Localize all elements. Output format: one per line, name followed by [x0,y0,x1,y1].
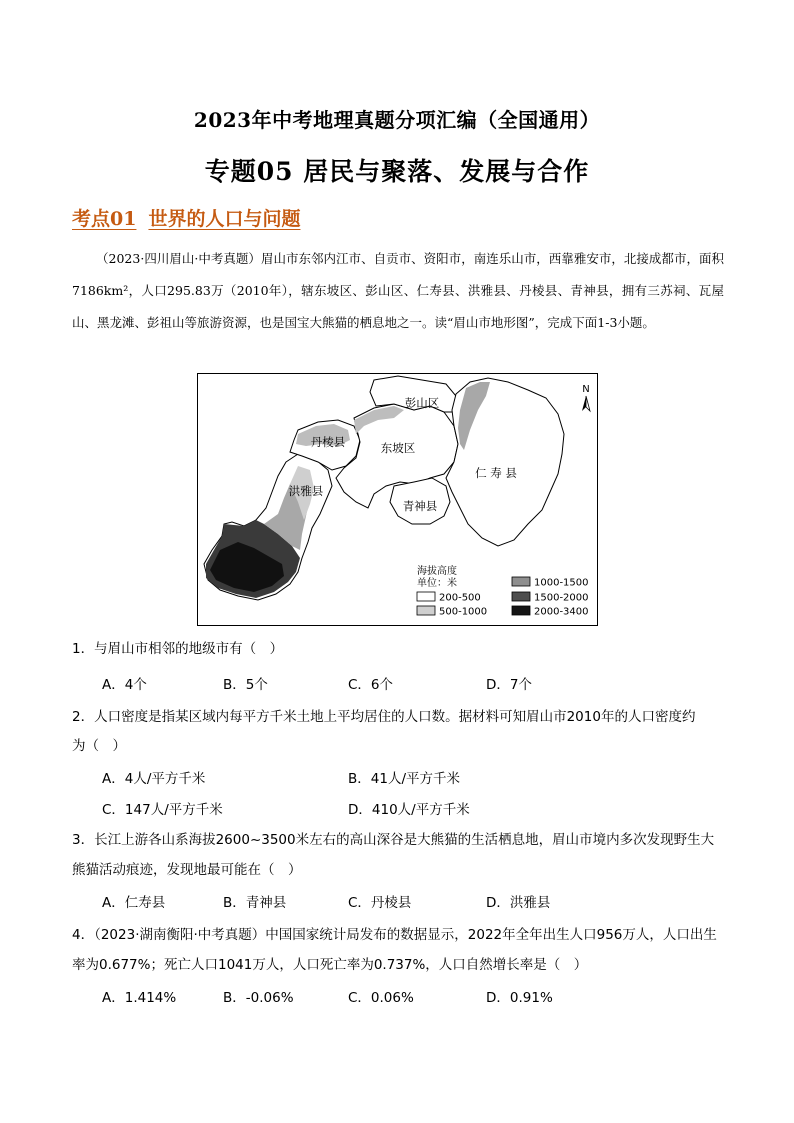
section-number: 考点01 [72,208,137,230]
q3-option-d: D．洪雅县 [486,895,551,911]
q4-option-a: A．1.414% [102,990,177,1006]
label-renshou: 仁 寿 县 [475,466,517,480]
label-pengshan: 彭山区 [404,396,440,410]
doc-subtitle: 专题05 居民与聚落、发展与合作 [204,157,590,186]
label-qingshen: 青神县 [402,499,438,513]
q4-option-b: B．-0.06% [223,990,294,1006]
q4-option-c: C．0.06% [348,990,414,1006]
q1-option-a: A．4个 [102,677,147,693]
doc-title: 2023年中考地理真题分项汇编（全国通用） [193,108,601,132]
legend-unit: 单位：米 [417,578,457,589]
q1-option-d: D．7个 [486,677,532,693]
legend-swatch [512,592,530,601]
label-dongpo: 东坡区 [380,441,416,455]
label-danleng: 丹棱县 [310,435,346,449]
question-2-stem-line1: 2．人口密度是指某区域内每平方千米土地上平均居住的人口数。据材料可知眉山市2010年的人口密度约 [72,709,696,725]
q2-option-d: D．410人/平方千米 [348,802,470,818]
question-4-stem-line1: 4．（2023·湖南衡阳·中考真题）中国国家统计局发布的数据显示，2022年全年出生人口956万人，人口出生 [72,927,717,943]
map-canvas [198,374,596,624]
section-name: 世界的人口与问题 [148,208,301,230]
q3-option-a: A．仁寿县 [102,895,166,911]
question-2-stem-line2: 为（ ） [72,738,126,754]
q1-option-c: C．6个 [348,677,394,693]
q2-option-c: C．147人/平方千米 [102,802,223,818]
question-1-stem: 1．与眉山市相邻的地级市有（ ） [72,641,284,657]
question-3-stem-line1: 3．长江上游各山系海拔2600~3500米左右的高山深谷是大熊猫的生活栖息地，眉山市境内多次发现野生大 [72,832,715,848]
section-heading [72,204,312,231]
legend-swatch [417,592,435,601]
q3-option-c: C．丹棱县 [348,895,412,911]
q4-option-d: D．0.91% [486,990,553,1006]
legend-label: 500-1000 [439,606,488,618]
q2-option-a: A．4人/平方千米 [102,771,206,787]
north-arrow-icon [582,396,586,411]
legend-label: 200-500 [439,592,481,604]
legend-swatch [417,606,435,615]
q1-option-b: B．5个 [223,677,268,693]
legend-label: 2000-3400 [534,606,589,618]
intro-paragraph: （2023·四川眉山·中考真题）眉山市东邻内江市、自贡市、资阳市，南连乐山市，西靠雅安市，北接成都市，面积7186km²，人口295.83万（2010年），辖东坡区、彭山区、仁寿县、洪雅县、丹棱县、青神县，拥有三苏祠、瓦屋山、黑龙滩、彭祖山等旅游资源，也是国宝大熊猫的栖息地之一。读“眉山市地形图”，完成下面1-3小题。 [72,251,724,330]
q3-option-b: B．青神县 [223,895,287,911]
legend-title: 海拔高度 [417,566,457,577]
label-hongya: 洪雅县 [288,484,324,498]
question-3-stem-line2: 熊猫活动痕迹，发现地最可能在（ ） [72,862,302,878]
legend-label: 1500-2000 [534,592,589,604]
legend-swatch [512,577,530,586]
legend-label: 1000-1500 [534,577,589,589]
legend-swatch [512,606,530,615]
q2-option-b: B．41人/平方千米 [348,771,460,787]
north-label: N [582,384,590,395]
terrain-map [197,373,598,626]
question-4-stem-line2: 率为0.677%；死亡人口1041万人，人口死亡率为0.737%，人口自然增长率是（ ） [72,957,588,973]
